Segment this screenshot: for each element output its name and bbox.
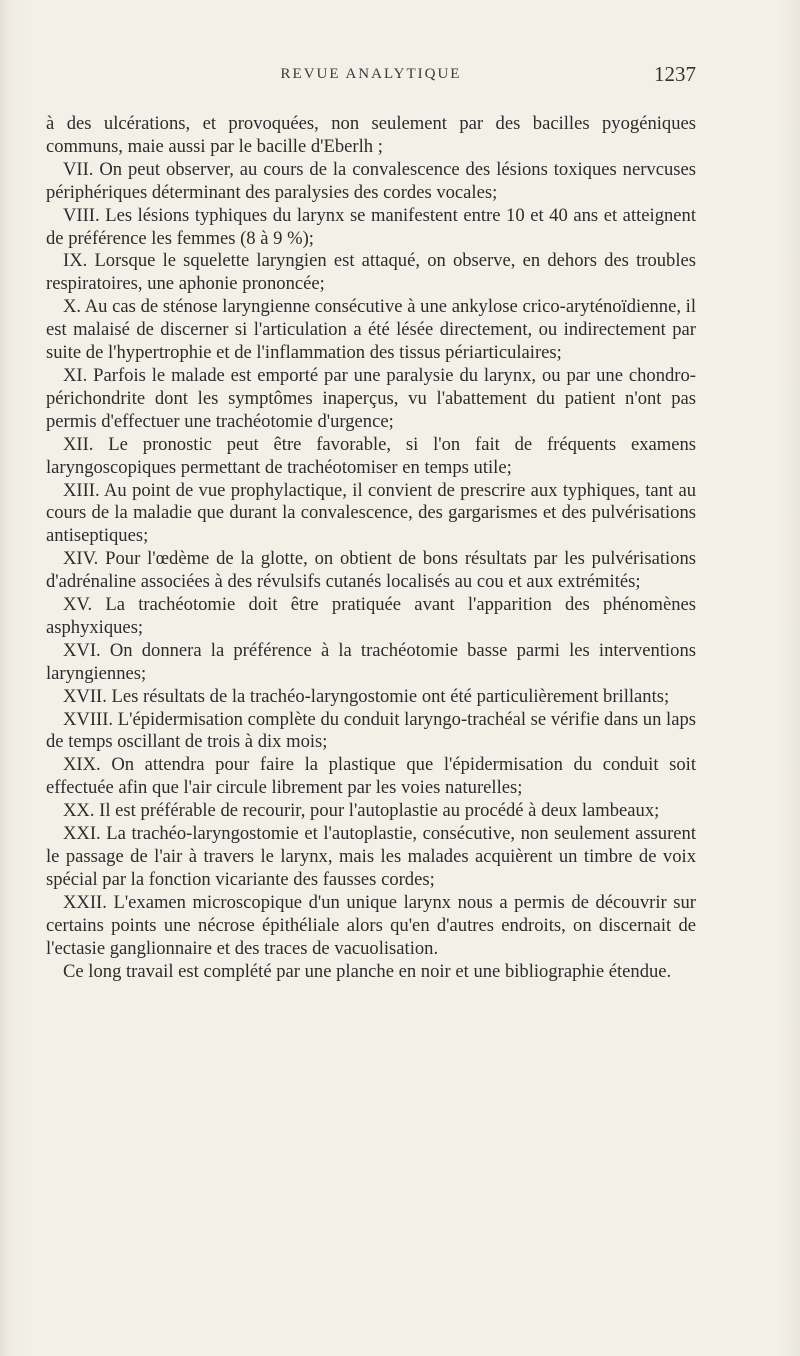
paragraph-xv: XV. La trachéotomie doit être pratiquée avant l'apparition des phénomènes asphyxiques;	[46, 594, 696, 638]
paragraph-viii: VIII. Les lésions typhiques du larynx se manifestent entre 10 et 40 ans et atteignent de préférence les femmes (8 à 9 %);	[46, 204, 696, 249]
paragraph-xiii: XIII. Au point de vue prophylactique, il convient de prescrire aux typhiques, tant au cours de la maladie que durant la convalescence, des gargarismes et des pulvérisations antiseptiques;	[46, 479, 696, 547]
paragraph-vii: VII. On peut observer, au cours de la convalescence des lésions toxiques nervcuses périphériques déterminant des paralysies des cordes vocales;	[46, 158, 696, 203]
paragraph-xxi: XXI. La trachéo-laryngostomie et l'autoplastie, consécutive, non seulement assurent le passage de l'air à travers le larynx, mais les malades acquièrent un timbre de voix spécial par la fonction vicariante des fausses cordes;	[46, 823, 696, 890]
body-text	[46, 113, 696, 983]
paragraph-closing: Ce long travail est complété par une planche en noir et une bibliographie étendue.	[63, 960, 672, 982]
paragraph-xiv: XIV. Pour l'œdème de la glotte, on obtient de bons résultats par les pulvérisations d'adrénaline associées à des révulsifs cutanés localisés au cou et aux extrémités;	[46, 548, 696, 593]
paragraph-ix: IX. Lorsque le squelette laryngien est attaqué, on observe, en dehors des troubles respiratoires, une aphonie prononcée;	[46, 250, 696, 295]
paragraph-xix: XIX. On attendra pour faire la plastique que l'épidermisation du conduit soit effectuée afin que l'air circule librement par les voies naturelles;	[46, 754, 696, 799]
paragraph-xxii: XXII. L'examen microscopique d'un unique larynx nous a permis de découvrir sur certains points une nécrose épithéliale alors qu'en d'autres endroits, on discernait de l'ectasie ganglionnaire et des traces de vacuolisation.	[46, 891, 696, 959]
paragraph-x: X. Au cas de sténose laryngienne consécutive à une ankylose crico-aryténoïdienne, il est malaisé de discerner si l'articulation a été lésée directement, ou indirectement par suite de l'hypertrophie et de l'inflammation des tissus périarticulaires;	[46, 296, 696, 364]
paragraph-xviii: XVIII. L'épidermisation complète du conduit laryngo-trachéal se vérifie dans un laps de temps oscillant de trois à dix mois;	[46, 708, 696, 753]
page-number: 1237	[654, 62, 696, 86]
page-header	[46, 62, 696, 94]
paragraph-xvi: XVI. On donnera la préférence à la trachéotomie basse parmi les interventions laryngiennes;	[46, 639, 696, 684]
paragraph-xi: XI. Parfois le malade est emporté par une paralysie du larynx, ou par une chondro-périchondrite dont les symptômes inaperçus, vu l'abattement du patient n'ont pas permis d'effectuer une trachéotomie d'urgence;	[46, 364, 696, 432]
paragraph-xx: XX. Il est préférable de recourir, pour l'autoplastie au procédé à deux lambeaux;	[63, 800, 660, 822]
paragraph-xii: XII. Le pronostic peut être favorable, si l'on fait de fréquents examens laryngoscopiques permettant de trachéotomiser en temps utile;	[46, 433, 696, 478]
paragraph-continuation: à des ulcérations, et provoquées, non seulement par des bacilles pyogéniques communs, maie aussi par le bacille d'Eberlh ;	[46, 113, 696, 157]
running-head: REVUE ANALYTIQUE	[280, 66, 462, 82]
paragraph-xvii: XVII. Les résultats de la trachéo-laryngostomie ont été particulièrement brillants;	[63, 685, 670, 707]
